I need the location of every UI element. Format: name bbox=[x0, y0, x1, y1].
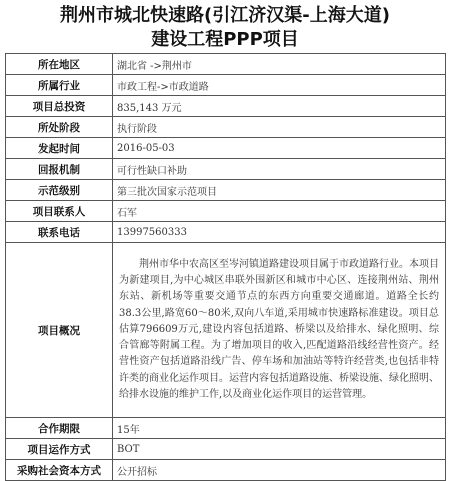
row-value: 执行阶段 bbox=[113, 117, 446, 138]
table-row bbox=[6, 138, 446, 159]
project-info-table bbox=[5, 53, 446, 481]
table-row bbox=[6, 460, 446, 481]
row-label: 发起时间 bbox=[6, 138, 113, 159]
row-label: 所在地区 bbox=[6, 54, 113, 75]
row-value: 835,143 万元 bbox=[113, 96, 446, 117]
table-row bbox=[6, 201, 446, 222]
project-overview-text: 荆州市华中农高区至岑河镇道路建设项目属于市政道路行业。本项目为新建项目,为中心城区串联外围新区和城市中心区、连接荆州站、荆州东站、新机场等重要交通节点的东西方向重要交通廊道。道路全长约38.3公里,路宽60～80米,双向八车道,采用城市快速路标准建设。项目总估算796609万元,建设内容包括道路、桥梁以及给排水、绿化照明、综合管廊等附属工程。为了增加项目的收入,匹配道路沿线经营性资产。经营性资产包括道路沿线广告、停车场和加油站等特许经营类,也包括非特许类的商业化运作项目。运营内容包括道路设施、桥梁设施、绿化照明、给排水设施的维护工作,以及商业化运作项目的运营管理。 bbox=[113, 243, 446, 418]
row-label: 项目联系人 bbox=[6, 201, 113, 222]
row-value: 13997560333 bbox=[113, 222, 446, 243]
table-row bbox=[6, 96, 446, 117]
row-label: 采购社会资本方式 bbox=[6, 460, 113, 481]
row-label: 所属行业 bbox=[6, 75, 113, 96]
title-line-1: 荆州市城北快速路(引江济汉渠-上海大道) bbox=[60, 5, 390, 26]
table-row bbox=[6, 117, 446, 138]
row-value: 湖北省 ->荆州市 bbox=[113, 54, 446, 75]
table-row bbox=[6, 222, 446, 243]
row-value: 15年 bbox=[113, 418, 446, 439]
row-value: 2016-05-03 bbox=[113, 138, 446, 159]
row-label: 合作期限 bbox=[6, 418, 113, 439]
page-title bbox=[0, 0, 450, 55]
row-label: 项目总投资 bbox=[6, 96, 113, 117]
table-row bbox=[6, 75, 446, 96]
row-label: 项目概况 bbox=[6, 243, 113, 418]
table-row bbox=[6, 180, 446, 201]
row-label: 联系电话 bbox=[6, 222, 113, 243]
table-row bbox=[6, 439, 446, 460]
row-label: 示范级别 bbox=[6, 180, 113, 201]
table-row bbox=[6, 418, 446, 439]
title-line-2: 建设工程PPP项目 bbox=[151, 29, 299, 50]
row-value: 可行性缺口补助 bbox=[113, 159, 446, 180]
row-value: 公开招标 bbox=[113, 460, 446, 481]
row-label: 所处阶段 bbox=[6, 117, 113, 138]
table-row-overview bbox=[6, 243, 446, 418]
row-label: 回报机制 bbox=[6, 159, 113, 180]
table-row bbox=[6, 54, 446, 75]
table-row bbox=[6, 159, 446, 180]
row-label: 项目运作方式 bbox=[6, 439, 113, 460]
row-value: BOT bbox=[113, 439, 446, 460]
row-value: 第三批次国家示范项目 bbox=[113, 180, 446, 201]
row-value: 石军 bbox=[113, 201, 446, 222]
row-value: 市政工程->市政道路 bbox=[113, 75, 446, 96]
